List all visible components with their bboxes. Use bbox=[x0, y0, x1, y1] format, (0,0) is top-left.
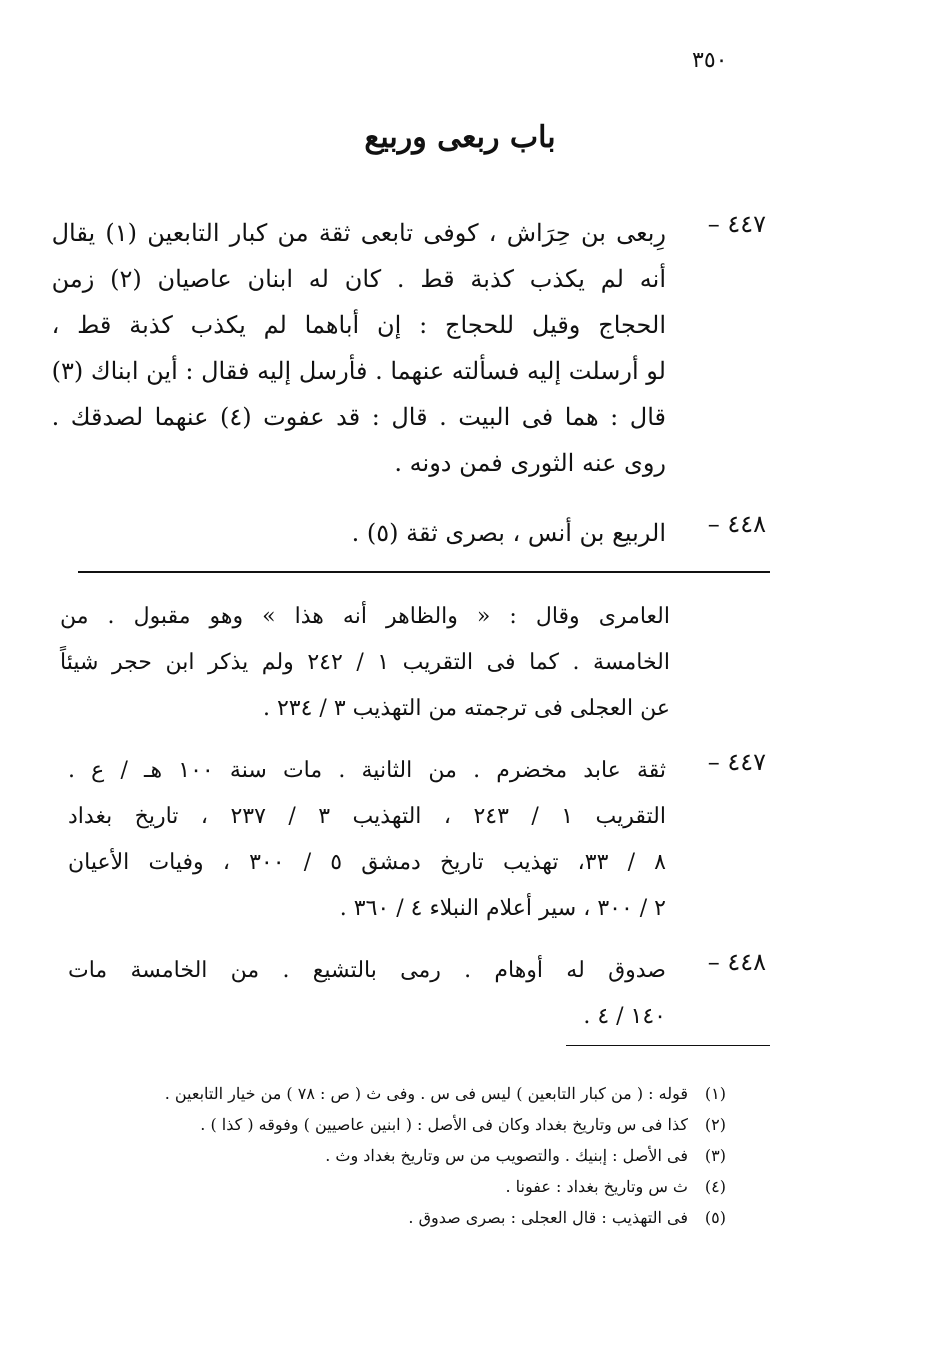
footnote-text: ث س وتاريخ بغداد : عفونا . bbox=[505, 1177, 688, 1196]
note-line: ٨ / ٣٣، تهذيب تاريخ دمشق ٥ / ٣٠٠ ، وفيات الأعيان bbox=[68, 850, 666, 875]
main-entry-448 bbox=[60, 510, 766, 556]
note-line: التقريب ١ / ٢٤٣ ، التهذيب ٣ / ٢٣٧ ، تاريخ بغداد bbox=[68, 804, 666, 829]
note-line: ١٤٠ / ٤ . bbox=[583, 1004, 666, 1029]
footnote-number: (١) bbox=[704, 1084, 726, 1103]
entry-line: لو أرسلت إليه فسألته عنهما . فأرسل إليه فقال : أين ابناك (٣) bbox=[51, 357, 666, 385]
footnote-text: قوله : ( من كبار التابعين ) ليس فى س . وفى ث ( ص : ٧٨ ) من خيار التابعين . bbox=[164, 1084, 688, 1103]
entry-number: ٤٤٧ – bbox=[707, 748, 766, 776]
footnote-text: فى الأصل : إبنيك . والتصويب من س وتاريخ بغداد وث . bbox=[325, 1146, 688, 1165]
note-line: ٢ / ٣٠٠ ، سير أعلام النبلاء ٤ / ٣٦٠ . bbox=[339, 896, 666, 921]
notes-separator bbox=[78, 571, 770, 573]
footnote-number: (٥) bbox=[704, 1208, 726, 1227]
entry-line: قال : هما فى البيت . قال : قد عفوت (٤) عنهما لصدقك . bbox=[51, 403, 666, 431]
entry-line: الحجاج وقيل للحجاج : إن أباهما لم يكذب كذبة قط ، bbox=[51, 311, 666, 339]
footnote-text: فى التهذيب : قال العجلى : بصرى صدوق . bbox=[408, 1208, 688, 1227]
footnote-number: (٢) bbox=[704, 1115, 726, 1134]
note-line: الخامسة . كما فى التقريب ١ / ٢٤٢ ولم يذكر ابن حجر شيئاً bbox=[60, 650, 670, 675]
footnote bbox=[80, 1109, 726, 1140]
footnote bbox=[80, 1140, 726, 1171]
main-entry-447 bbox=[51, 210, 766, 486]
entry-line: روى عنه الثورى فمن دونه . bbox=[394, 449, 666, 477]
note-line: صدوق له أوهام . رمى بالتشيع . من الخامسة مات bbox=[68, 958, 666, 983]
footnote bbox=[80, 1202, 726, 1233]
entry-number: ٤٤٧ – bbox=[707, 210, 766, 238]
continuation-note bbox=[60, 594, 670, 732]
entry-line: أنه لم يكذب كذبة قط . كان له ابنان عاصيان (٢) زمن bbox=[51, 265, 666, 293]
note-entry-448 bbox=[60, 948, 766, 1040]
entry-line: رِبعى بن حِرَاش ، كوفى تابعى ثقة من كبار التابعين (١) يقال bbox=[51, 219, 667, 247]
entry-number: ٤٤٨ – bbox=[707, 948, 766, 976]
note-line: ثقة عابد مخضرم . من الثانية . مات سنة ١٠٠ هـ / ع . bbox=[68, 758, 667, 783]
footnotes-separator bbox=[566, 1045, 770, 1046]
entry-number: ٤٤٨ – bbox=[707, 510, 766, 538]
note-line: العامرى وقال : « والظاهر أنه هذا » وهو مقبول . من bbox=[60, 604, 670, 629]
entry-line: الربيع بن أنس ، بصرى ثقة (٥) . bbox=[351, 519, 666, 547]
page-number: ٣٥٠ bbox=[692, 48, 728, 73]
note-line: عن العجلى فى ترجمته من التهذيب ٣ / ٢٣٤ . bbox=[262, 696, 670, 721]
footnote bbox=[80, 1171, 726, 1202]
note-entry-447 bbox=[60, 748, 766, 932]
footnotes bbox=[80, 1078, 726, 1233]
footnote bbox=[80, 1078, 726, 1109]
footnote-text: كذا فى س وتاريخ بغداد وكان فى الأصل : ( ابنين عاصيين ) وفوقه ( كذا ) . bbox=[200, 1115, 688, 1134]
chapter-title: باب ربعى وربيع bbox=[364, 120, 556, 155]
footnote-number: (٣) bbox=[704, 1146, 726, 1165]
footnote-number: (٤) bbox=[704, 1177, 726, 1196]
